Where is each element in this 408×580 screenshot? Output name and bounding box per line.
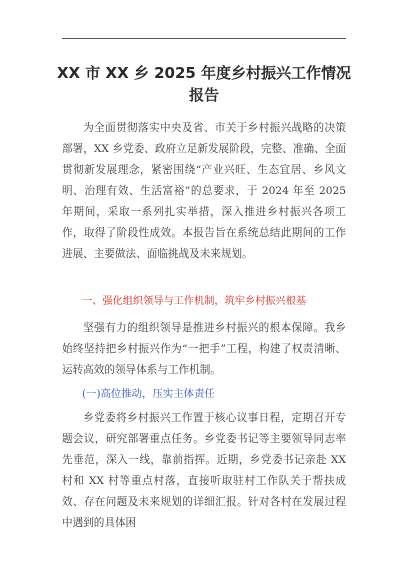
subsection-1-paragraph: 乡党委将乡村振兴工作置于核心议事日程，定期召开专题会议，研究部署重点任务。乡党委书记等主要领导同志率先垂范，深入一线，靠前指挥。近期，乡党委书记亲赴 XX 村和 XX 村等重点村落，直接听取驻村工作队关于帮扶成效、存在问题及未来规划的详细汇报。针对各村在发展过程中遇到的具体困 [62,412,346,529]
intro-paragraph: 为全面贯彻落实中央及省、市关于乡村振兴战略的决策部署，XX 乡党委、政府立足新发展阶段，完整、准确、全面贯彻新发展理念，紧密围绕“产业兴旺、生态宜居、乡风文明、治理有效、生活富裕”的总要求，于 2024 年至 2025 年期间，采取一系列扎实举措，深入推进乡村振兴各项工作，取得了阶段性成效。本报告旨在系统总结此期间的工作进展、主要做法、面临挑战及未来规划。 [62,122,346,260]
title-line-1: XX 市 XX 乡 2025 年度乡村振兴工作情况 [56,64,352,82]
section-1-paragraph: 坚强有力的组织领导是推进乡村振兴的根本保障。我乡始终坚持把乡村振兴作为“一把手”工程，构建了权责清晰、运转高效的领导体系与工作机制。 [62,322,346,376]
title-line-2: 报告 [188,86,219,104]
top-rule [62,38,346,39]
section-heading-1: 一、强化组织领导与工作机制，筑牢乡村振兴根基 [82,296,307,307]
subsection-heading-1: (一)高位推动，压实主体责任 [82,388,215,400]
document-title [48,62,360,106]
